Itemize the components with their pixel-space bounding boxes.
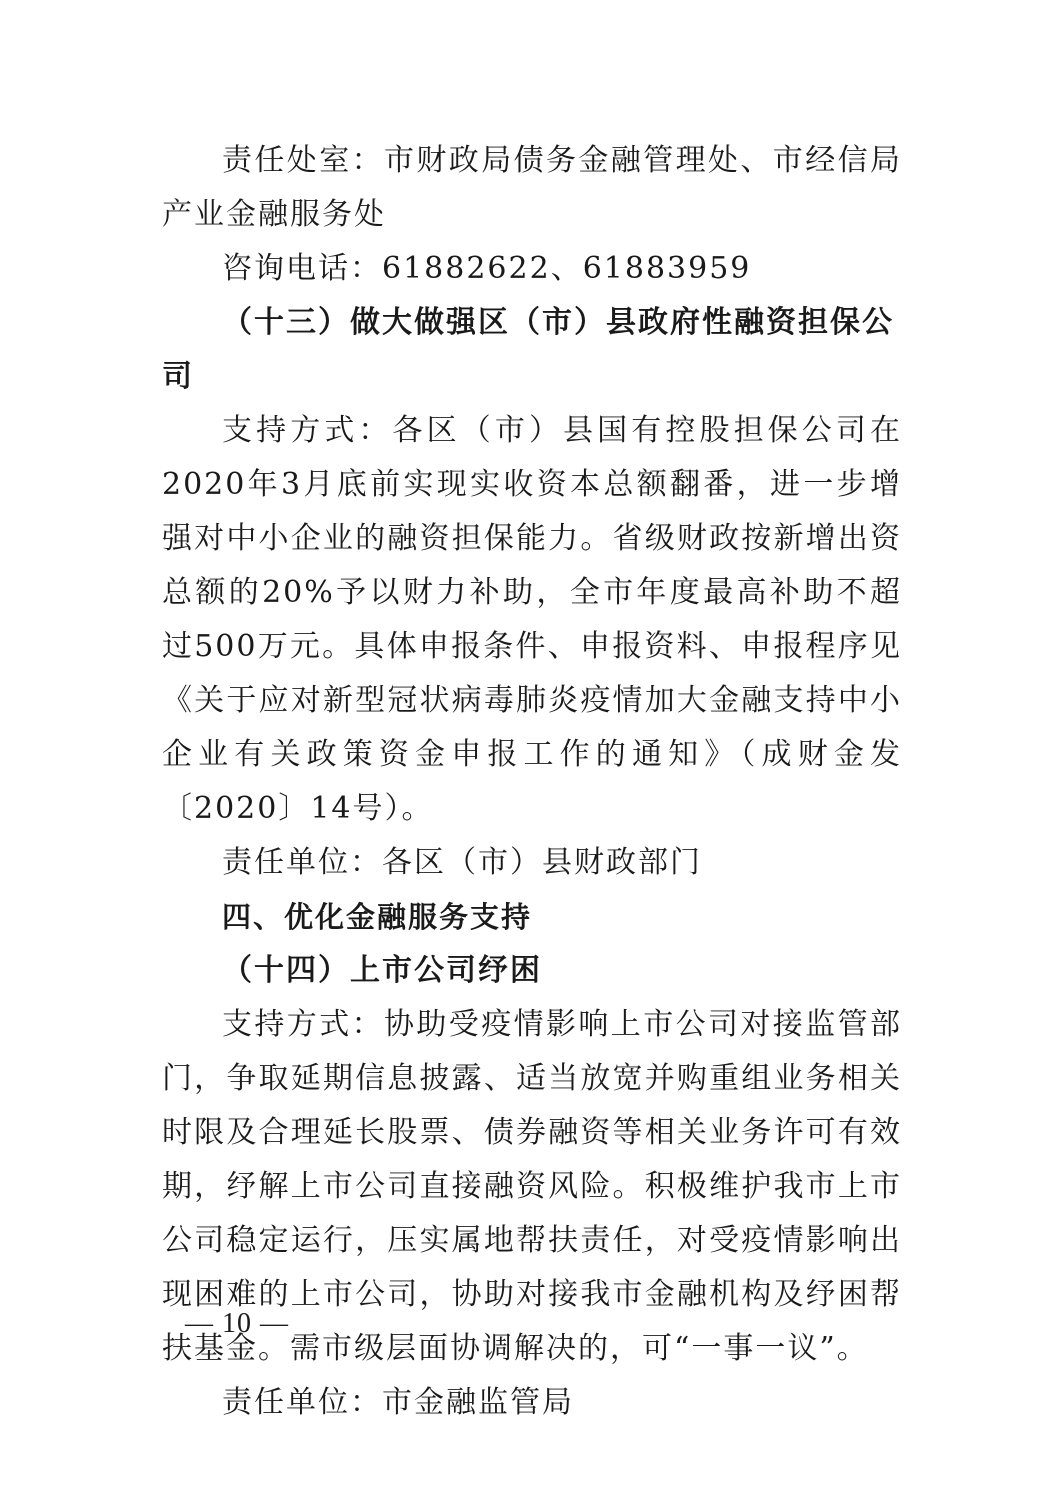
contact-phone-paragraph: 咨询电话：61882622、61883959 <box>222 251 752 286</box>
chapter-4-heading: 四、优化金融服务支持 <box>222 900 533 934</box>
responsible-office-paragraph: 责任处室：市财政局债务金融管理处、市经信局产业金融服务处 <box>162 143 902 232</box>
section-14-support-paragraph: 支持方式：协助受疫情影响上市公司对接监管部门，争取延期信息披露、适当放宽并购重组业务相关时限及合理延长股票、债券融资等相关业务许可有效期，纾解上市公司直接融资风险。积极维护我市上市公司稳定运行，压实属地帮扶责任，对受疫情影响出现困难的上市公司，协助对接我市金融机构及纾困帮扶基金。需市级层面协调解决的，可“一事一议”。 <box>162 1007 902 1366</box>
document-body <box>162 134 902 1430</box>
section-13-support-paragraph: 支持方式：各区（市）县国有控股担保公司在2020年3月底前实现实收资本总额翻番，进一步增强对中小企业的融资担保能力。省级财政按新增出资总额的20%予以财力补助，全市年度最高补助不超过500万元。具体申报条件、申报资料、申报程序见《关于应对新型冠状病毒肺炎疫情加大金融支持中小企业有关政策资金申报工作的通知》（成财金发〔2020〕14号）。 <box>162 413 902 826</box>
page-number: — 10 — <box>185 1308 289 1339</box>
section-13-title: （十三）做大做强区（市）县政府性融资担保公司 <box>162 305 894 394</box>
section-14-title: （十四）上市公司纾困 <box>222 953 542 988</box>
section-13-responsible-unit: 责任单位：各区（市）县财政部门 <box>222 845 702 880</box>
section-14-responsible-unit: 责任单位：市金融监管局 <box>222 1385 574 1420</box>
